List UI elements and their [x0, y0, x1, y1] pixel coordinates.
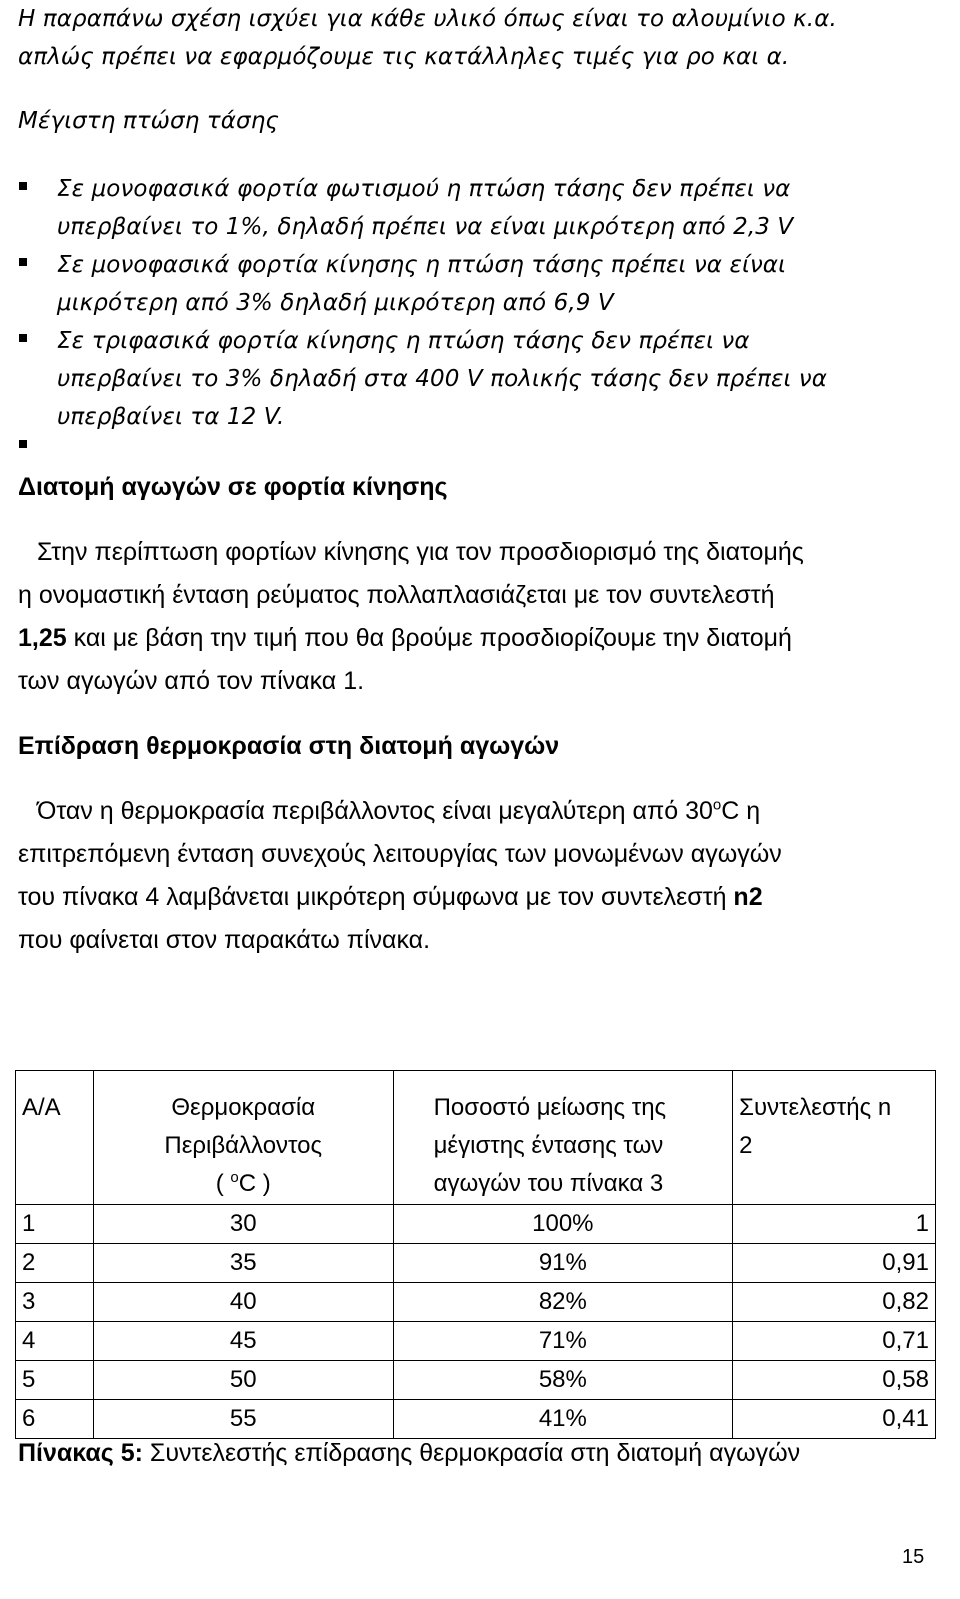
header-temperature: Θερμοκρασία Περιβάλλοντος ( $^o$C ) [93, 1071, 393, 1205]
square-bullet-icon [19, 182, 27, 190]
cross-section-line-3: 1,25 και με βάση την τιμή που θα βρούμε προσδιορίζουμε την διατομή [18, 624, 792, 652]
cell-reduction: 41% [393, 1400, 733, 1439]
temperature-heading: Επίδραση θερμοκρασία στη διατομή αγωγών [18, 732, 560, 760]
cell-temperature: 50 [93, 1361, 393, 1400]
cell-temperature: 40 [93, 1283, 393, 1322]
cell-reduction: 100% [393, 1205, 733, 1244]
bullet-2-line-1: Σε μονοφασικά φορτία κίνησης η πτώση τάσης πρέπει να είναι [57, 252, 786, 278]
header-reduction: Ποσοστό μείωσης της μέγιστης έντασης των αγωγών του πίνακα 3 [393, 1071, 733, 1205]
cross-section-heading: Διατομή αγωγών σε φορτία κίνησης [18, 473, 448, 501]
table-row [16, 1283, 936, 1322]
intro-line-1: Η παραπάνω σχέση ισχύει για κάθε υλικό όπως είναι το αλουμίνιο κ.α. [18, 6, 837, 32]
cell-coefficient: 0,41 [733, 1400, 936, 1439]
cross-section-line-4: των αγωγών από τον πίνακα 1. [18, 667, 365, 695]
cell-coefficient: 0,71 [733, 1322, 936, 1361]
header-aa: Α/Α [16, 1071, 94, 1205]
square-bullet-icon [19, 334, 27, 342]
table-row [16, 1205, 936, 1244]
table-header-row [16, 1071, 936, 1205]
table-row [16, 1322, 936, 1361]
table-caption: Πίνακας 5: Συντελεστής επίδρασης θερμοκρασία στη διατομή αγωγών [18, 1439, 801, 1467]
cell-aa: 1 [16, 1205, 94, 1244]
cell-aa: 6 [16, 1400, 94, 1439]
cell-reduction: 71% [393, 1322, 733, 1361]
cell-reduction: 91% [393, 1244, 733, 1283]
cell-aa: 3 [16, 1283, 94, 1322]
cell-temperature: 55 [93, 1400, 393, 1439]
cell-coefficient: 0,58 [733, 1361, 936, 1400]
intro-line-2: απλώς πρέπει να εφαρμόζουμε τις κατάλληλες τιμές για ρο και α. [18, 44, 790, 70]
cell-aa: 2 [16, 1244, 94, 1283]
cell-temperature: 30 [93, 1205, 393, 1244]
cross-section-line-1: Στην περίπτωση φορτίων κίνησης για τον προσδιορισμό της διατομής [37, 538, 804, 566]
factor-value: 1,25 [18, 624, 67, 652]
temperature-coefficient-table [15, 1070, 936, 1439]
table-row [16, 1244, 936, 1283]
cell-temperature: 35 [93, 1244, 393, 1283]
temperature-line-4: που φαίνεται στον παρακάτω πίνακα. [18, 926, 431, 954]
cell-coefficient: 1 [733, 1205, 936, 1244]
cell-reduction: 82% [393, 1283, 733, 1322]
bullet-1-line-1: Σε μονοφασικά φορτία φωτισμού η πτώση τάσης δεν πρέπει να [57, 176, 791, 202]
page-number: 15 [902, 1546, 925, 1568]
square-bullet-icon [19, 258, 27, 266]
bullet-3-line-2: υπερβαίνει το 3% δηλαδή στα 400 V πολικής τάσης δεν πρέπει να [57, 366, 827, 392]
cell-reduction: 58% [393, 1361, 733, 1400]
bullet-3-line-1: Σε τριφασικά φορτία κίνησης η πτώση τάσης δεν πρέπει να [57, 328, 750, 354]
temperature-line-3: του πίνακα 4 λαμβάνεται μικρότερη σύμφωνα με τον συντελεστή n2 [18, 883, 763, 911]
cell-aa: 4 [16, 1322, 94, 1361]
header-coefficient: Συντελεστής n 2 [733, 1071, 936, 1205]
bullet-2-line-2: μικρότερη από 3% δηλαδή μικρότερη από 6,9 V [57, 290, 614, 316]
table-row [16, 1361, 936, 1400]
bullet-1-line-2: υπερβαίνει το 1%, δηλαδή πρέπει να είναι μικρότερη από 2,3 V [57, 214, 794, 240]
cell-temperature: 45 [93, 1322, 393, 1361]
bullet-3-line-3: υπερβαίνει τα 12 V. [57, 404, 285, 430]
temperature-line-1: Όταν η θερμοκρασία περιβάλλοντος είναι μεγαλύτερη από $30^oC$ η [37, 796, 761, 825]
cell-coefficient: 0,82 [733, 1283, 936, 1322]
cross-section-line-2: η ονομαστική ένταση ρεύματος πολλαπλασιάζεται με τον συντελεστή [18, 581, 775, 609]
cell-aa: 5 [16, 1361, 94, 1400]
temperature-line-2: επιτρεπόμενη ένταση συνεχούς λειτουργίας των μονωμένων αγωγών [18, 840, 782, 868]
table-body [16, 1205, 936, 1439]
square-bullet-icon [19, 440, 27, 448]
cell-coefficient: 0,91 [733, 1244, 936, 1283]
voltage-drop-heading: Μέγιστη πτώση τάσης [18, 108, 279, 134]
